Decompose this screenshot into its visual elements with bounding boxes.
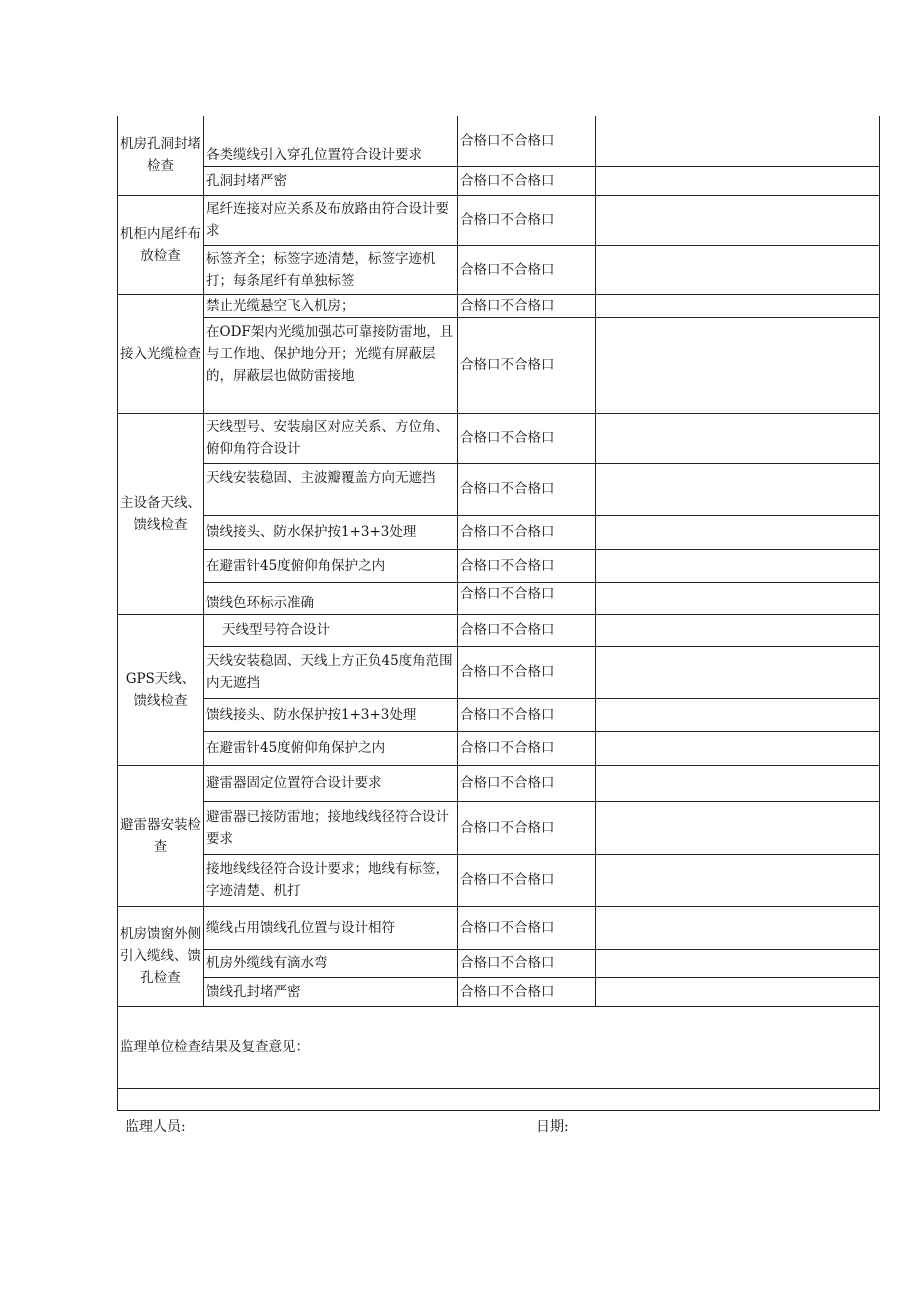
check-item: 尾纤连接对应关系及布放路由符合设计要求 [204,195,458,245]
result-options[interactable]: 合格口不合格口 [458,949,596,977]
category-cell: 避雷器安装检查 [118,765,204,906]
check-item: 天线型号、安装扇区对应关系、方位角、俯仰角符合设计 [204,413,458,463]
result-options[interactable]: 合格口不合格口 [458,413,596,463]
table-row [118,949,880,977]
result-options[interactable]: 合格口不合格口 [458,195,596,245]
check-item: 在避雷针45度俯仰角保护之内 [204,549,458,582]
result-options[interactable]: 合格口不合格口 [458,463,596,515]
check-item: 禁止光缆悬空飞入机房； [204,294,458,317]
table-row [118,801,880,854]
check-item: 在ODF架内光缆加强芯可靠接防雷地，且与工作地、保护地分开；光缆有屏蔽层的，屏蔽层也做防雷接地 [204,317,458,413]
check-item: 孔洞封堵严密 [204,166,458,195]
check-item: 接地线线径符合设计要求；地线有标签，字迹清楚、机打 [204,854,458,906]
remark-cell[interactable] [596,195,880,245]
check-item: 天线安装稳固、主波瓣覆盖方向无遮挡 [204,463,458,515]
check-item: 避雷器已接防雷地；接地线线径符合设计要求 [204,801,458,854]
remark-cell[interactable] [596,166,880,195]
result-options[interactable]: 合格口不合格口 [458,698,596,731]
remark-cell[interactable] [596,949,880,977]
table-row [118,731,880,765]
remark-cell[interactable] [596,977,880,1006]
result-row [118,1006,880,1088]
check-item: 馈线孔封堵严密 [204,977,458,1006]
remark-cell[interactable] [596,413,880,463]
check-item: 各类缆线引入穿孔位置符合设计要求 [204,116,458,166]
category-cell: 机房孔洞封堵检查 [118,116,204,195]
remark-cell[interactable] [596,698,880,731]
result-options[interactable]: 合格口不合格口 [458,116,596,166]
result-options[interactable]: 合格口不合格口 [458,582,596,614]
remark-cell[interactable] [596,614,880,646]
table-row [118,166,880,195]
remark-cell[interactable] [596,854,880,906]
check-item: 馈线色环标示准确 [204,582,458,614]
table-row [118,195,880,245]
check-item: 机房外缆线有滴水弯 [204,949,458,977]
remark-cell[interactable] [596,801,880,854]
remark-cell[interactable] [596,317,880,413]
table-row [118,245,880,294]
remark-cell[interactable] [596,116,880,166]
result-options[interactable]: 合格口不合格口 [458,245,596,294]
category-cell: 接入光缆检查 [118,294,204,413]
table-row [118,294,880,317]
check-item: 馈线接头、防水保护按1+3+3处理 [204,698,458,731]
check-item: 标签齐全；标签字迹清楚，标签字迹机打；每条尾纤有单独标签 [204,245,458,294]
category-cell: 主设备天线、馈线检查 [118,413,204,614]
remark-cell[interactable] [596,515,880,549]
remark-cell[interactable] [596,906,880,949]
table-row [118,854,880,906]
supervisor-label: 监理人员: [125,1119,186,1135]
remark-cell[interactable] [596,765,880,801]
category-cell: 机房馈窗外侧引入缆线、馈孔检查 [118,906,204,1006]
check-item: 天线型号符合设计 [204,614,458,646]
remark-cell[interactable] [596,646,880,698]
result-options[interactable]: 合格口不合格口 [458,549,596,582]
remark-cell[interactable] [596,294,880,317]
remark-cell[interactable] [596,463,880,515]
check-item: 天线安装稳固、天线上方正负45度角范围内无遮挡 [204,646,458,698]
check-item: 缆线占用馈线孔位置与设计相符 [204,906,458,949]
table-row [118,977,880,1006]
result-options[interactable]: 合格口不合格口 [458,166,596,195]
remark-cell[interactable] [596,731,880,765]
table-row [118,698,880,731]
result-options[interactable]: 合格口不合格口 [458,731,596,765]
table-row [118,614,880,646]
result-label: 监理单位检查结果及复查意见： [118,1006,880,1088]
result-options[interactable]: 合格口不合格口 [458,646,596,698]
remark-cell[interactable] [596,582,880,614]
table-row [118,463,880,515]
inspection-table [117,116,880,1111]
result-options[interactable]: 合格口不合格口 [458,765,596,801]
table-row [118,317,880,413]
category-cell: GPS天线、馈线检查 [118,614,204,765]
category-cell: 机柜内尾纤布放检查 [118,195,204,294]
result-input-row [118,1088,880,1110]
remark-cell[interactable] [596,549,880,582]
table-row [118,413,880,463]
table-row [118,515,880,549]
table-row [118,906,880,949]
check-item: 馈线接头、防水保护按1+3+3处理 [204,515,458,549]
result-options[interactable]: 合格口不合格口 [458,515,596,549]
table-row [118,582,880,614]
inspection-sheet [117,116,879,1116]
result-options[interactable]: 合格口不合格口 [458,317,596,413]
result-options[interactable]: 合格口不合格口 [458,977,596,1006]
table-row [118,646,880,698]
result-options[interactable]: 合格口不合格口 [458,906,596,949]
result-options[interactable]: 合格口不合格口 [458,801,596,854]
result-input-area[interactable] [118,1088,880,1110]
date-label: 日期: [536,1119,569,1135]
check-item: 避雷器固定位置符合设计要求 [204,765,458,801]
remark-cell[interactable] [596,245,880,294]
result-options[interactable]: 合格口不合格口 [458,294,596,317]
result-options[interactable]: 合格口不合格口 [458,614,596,646]
table-row [118,765,880,801]
table-row [118,549,880,582]
result-options[interactable]: 合格口不合格口 [458,854,596,906]
table-row [118,116,880,166]
check-item: 在避雷针45度俯仰角保护之内 [204,731,458,765]
